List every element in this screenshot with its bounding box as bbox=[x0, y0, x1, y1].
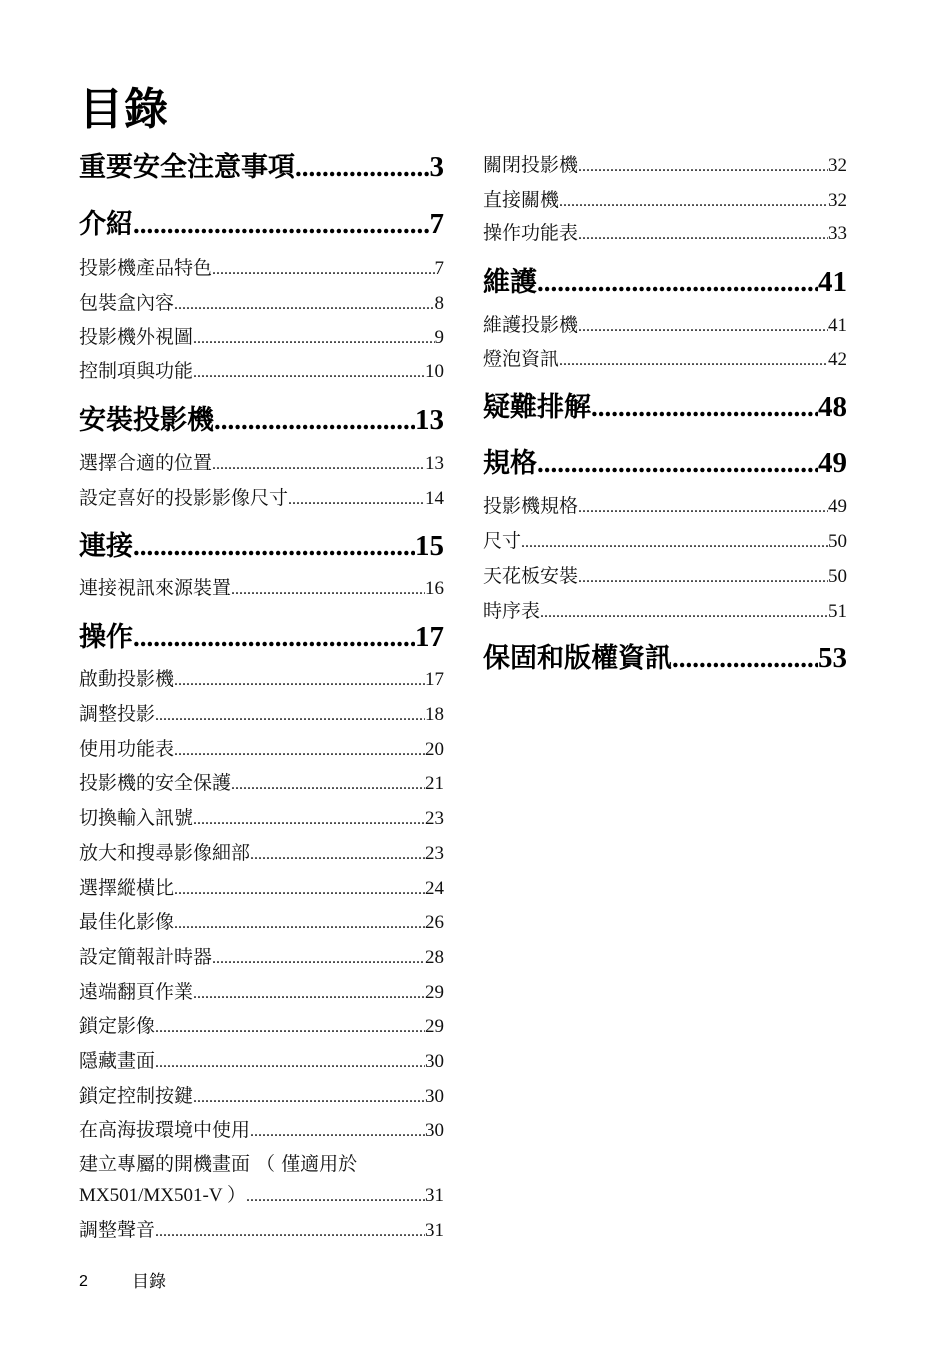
toc-page-number: 31 bbox=[425, 1185, 444, 1206]
dot-leader bbox=[133, 207, 430, 241]
dot-leader bbox=[193, 327, 434, 351]
toc-section-installation[interactable] bbox=[79, 403, 444, 438]
toc-page-number: 18 bbox=[425, 704, 444, 725]
toc-page-number: 33 bbox=[828, 223, 847, 244]
dot-leader bbox=[559, 349, 828, 373]
toc-page-number: 48 bbox=[818, 391, 847, 423]
toc-section-specifications[interactable] bbox=[483, 446, 847, 481]
toc-entry-label: 關閉投影機 bbox=[483, 154, 579, 176]
toc-page-number: 30 bbox=[425, 1051, 444, 1072]
toc-entry-label: 使用功能表 bbox=[79, 738, 175, 760]
toc-entry[interactable] bbox=[483, 599, 847, 625]
dot-leader bbox=[578, 566, 828, 590]
dot-leader bbox=[578, 496, 828, 520]
toc-entry[interactable] bbox=[483, 347, 847, 373]
toc-entry-label: 連接視訊來源裝置 bbox=[79, 577, 232, 599]
toc-entry-label: 控制項與功能 bbox=[79, 360, 194, 382]
toc-page-number: 17 bbox=[415, 621, 444, 653]
dot-leader bbox=[537, 446, 818, 480]
toc-page-number: 31 bbox=[425, 1220, 444, 1241]
toc-entry-label: 隱藏畫面 bbox=[79, 1050, 156, 1072]
toc-section-introduction[interactable] bbox=[79, 207, 444, 242]
toc-page-number: 28 bbox=[425, 947, 444, 968]
toc-page-number: 29 bbox=[425, 1016, 444, 1037]
toc-section-label: 維護 bbox=[483, 267, 537, 298]
toc-entry-label: 操作功能表 bbox=[483, 222, 579, 244]
toc-page-number: 7 bbox=[434, 258, 444, 279]
toc-entry-label: 選擇縱橫比 bbox=[79, 877, 175, 899]
dot-leader bbox=[231, 773, 425, 797]
dot-leader bbox=[193, 361, 425, 385]
toc-page-number: 10 bbox=[425, 361, 444, 382]
dot-leader bbox=[155, 1051, 425, 1075]
dot-leader bbox=[155, 704, 425, 728]
footer-section-label: 目錄 bbox=[132, 1272, 166, 1292]
dot-leader bbox=[212, 947, 425, 971]
toc-entry[interactable] bbox=[79, 702, 444, 728]
toc-page-number: 49 bbox=[818, 447, 847, 479]
toc-entry[interactable] bbox=[483, 153, 847, 179]
toc-page-number: 26 bbox=[425, 912, 444, 933]
toc-page-number: 3 bbox=[429, 151, 444, 183]
toc-entry[interactable] bbox=[79, 771, 444, 797]
footer-page-number: 2 bbox=[79, 1273, 88, 1290]
dot-leader bbox=[578, 315, 828, 339]
toc-entry-label: 包裝盒內容 bbox=[79, 292, 175, 314]
toc-section-maintenance[interactable] bbox=[483, 265, 847, 300]
toc-entry-label: 投影機的安全保護 bbox=[79, 772, 232, 794]
toc-entry-label: 鎖定控制按鍵 bbox=[79, 1085, 194, 1107]
dot-leader bbox=[214, 403, 415, 437]
toc-section-label: 保固和版權資訊 bbox=[483, 643, 672, 674]
toc-entry[interactable] bbox=[483, 564, 847, 590]
toc-page-number: 16 bbox=[425, 578, 444, 599]
toc-entry[interactable] bbox=[79, 806, 444, 832]
dot-leader bbox=[559, 190, 828, 214]
dot-leader bbox=[174, 739, 425, 763]
toc-section-label: 連接 bbox=[79, 531, 133, 562]
dot-leader bbox=[174, 669, 425, 693]
toc-entry-label: 燈泡資訊 bbox=[483, 348, 560, 370]
dot-leader bbox=[246, 1185, 425, 1209]
dot-leader bbox=[193, 982, 425, 1006]
toc-page-number: 50 bbox=[828, 566, 847, 587]
dot-leader bbox=[193, 808, 425, 832]
toc-page-number: 23 bbox=[425, 843, 444, 864]
toc-page-number: 24 bbox=[425, 878, 444, 899]
dot-leader bbox=[133, 620, 415, 654]
toc-page-number: 13 bbox=[425, 453, 444, 474]
toc-entry-label: 選擇合適的位置 bbox=[79, 452, 213, 474]
dot-leader bbox=[537, 265, 818, 299]
dot-leader bbox=[578, 155, 828, 179]
toc-page-number: 13 bbox=[415, 404, 444, 436]
toc-entry[interactable] bbox=[483, 529, 847, 555]
toc-entry-label: 調整聲音 bbox=[79, 1219, 156, 1241]
toc-entry[interactable] bbox=[79, 980, 444, 1006]
toc-entry-label: 放大和搜尋影像細部 bbox=[79, 842, 251, 864]
dot-leader bbox=[540, 601, 828, 625]
toc-entry[interactable] bbox=[79, 291, 444, 317]
toc-entry[interactable] bbox=[79, 1084, 444, 1110]
toc-page-number: 53 bbox=[818, 642, 847, 674]
toc-entry[interactable] bbox=[483, 313, 847, 339]
toc-page-number: 41 bbox=[828, 315, 847, 336]
toc-page-number: 30 bbox=[425, 1086, 444, 1107]
toc-page-number: 32 bbox=[828, 155, 847, 176]
dot-leader bbox=[578, 223, 828, 247]
toc-entry-label: 最佳化影像 bbox=[79, 911, 175, 933]
toc-entry[interactable] bbox=[79, 1014, 444, 1040]
toc-entry[interactable] bbox=[79, 1118, 444, 1144]
toc-page-number: 30 bbox=[425, 1120, 444, 1141]
toc-entry[interactable] bbox=[483, 221, 847, 247]
toc-entry[interactable] bbox=[79, 876, 444, 902]
toc-entry-label: 在高海拔環境中使用 bbox=[79, 1119, 251, 1141]
dot-leader bbox=[212, 453, 425, 477]
toc-entry[interactable] bbox=[483, 494, 847, 520]
toc-entry-label: 調整投影 bbox=[79, 703, 156, 725]
toc-section-warranty[interactable] bbox=[483, 641, 847, 676]
dot-leader bbox=[212, 258, 434, 282]
toc-entry[interactable] bbox=[79, 256, 444, 282]
toc-page-number: 23 bbox=[425, 808, 444, 829]
toc-page-number: 50 bbox=[828, 531, 847, 552]
toc-entry-label-line2: MX501/MX501-V ） bbox=[79, 1185, 246, 1206]
toc-entry-label: 時序表 bbox=[483, 600, 541, 622]
toc-entry[interactable] bbox=[79, 1184, 444, 1209]
toc-entry-label: 天花板安裝 bbox=[483, 565, 579, 587]
toc-page-number: 8 bbox=[434, 293, 444, 314]
toc-entry[interactable] bbox=[483, 188, 847, 214]
dot-leader bbox=[174, 293, 434, 317]
toc-page-number: 15 bbox=[415, 530, 444, 562]
toc-entry-label: 鎖定影像 bbox=[79, 1015, 156, 1037]
toc-entry[interactable] bbox=[79, 359, 444, 385]
toc-entry-label-line1[interactable]: 建立專屬的開機畫面 （ 僅適用於 bbox=[79, 1153, 358, 1175]
toc-entry[interactable] bbox=[79, 576, 444, 602]
toc-page-number: 7 bbox=[429, 208, 444, 240]
dot-leader bbox=[155, 1016, 425, 1040]
toc-page-number: 29 bbox=[425, 982, 444, 1003]
dot-leader bbox=[672, 641, 818, 675]
toc-entry-label: 設定簡報計時器 bbox=[79, 946, 213, 968]
dot-leader bbox=[174, 912, 425, 936]
dot-leader bbox=[155, 1220, 425, 1244]
dot-leader bbox=[250, 843, 425, 867]
toc-section-label: 介紹 bbox=[79, 209, 133, 240]
toc-page-number: 9 bbox=[434, 327, 444, 348]
toc-page-number: 17 bbox=[425, 669, 444, 690]
dot-leader bbox=[591, 390, 818, 424]
toc-section-connection[interactable] bbox=[79, 529, 444, 564]
toc-page-number: 51 bbox=[828, 601, 847, 622]
toc-entry[interactable] bbox=[79, 486, 444, 512]
toc-entry-label: 維護投影機 bbox=[483, 314, 579, 336]
dot-leader bbox=[288, 488, 425, 512]
toc-section-label: 規格 bbox=[483, 448, 537, 479]
page-title: 目錄 bbox=[79, 84, 169, 135]
dot-leader bbox=[521, 531, 828, 555]
toc-entry[interactable] bbox=[79, 1049, 444, 1075]
toc-entry[interactable] bbox=[79, 737, 444, 763]
toc-page-number: 21 bbox=[425, 773, 444, 794]
toc-entry[interactable] bbox=[79, 1218, 444, 1244]
toc-section-label: 重要安全注意事項 bbox=[79, 152, 295, 183]
toc-section-troubleshooting[interactable] bbox=[483, 390, 847, 425]
toc-entry[interactable] bbox=[79, 841, 444, 867]
dot-leader bbox=[231, 578, 425, 602]
dot-leader bbox=[174, 878, 425, 902]
dot-leader bbox=[295, 150, 430, 184]
toc-page-number: 14 bbox=[425, 488, 444, 509]
toc-entry-label: 投影機產品特色 bbox=[79, 257, 213, 279]
toc-entry-label: 直接關機 bbox=[483, 189, 560, 211]
toc-section-label: 操作 bbox=[79, 622, 133, 653]
toc-entry-label: 投影機外視圖 bbox=[79, 326, 194, 348]
toc-entry-label: 設定喜好的投影影像尺寸 bbox=[79, 487, 289, 509]
toc-section-label: 安裝投影機 bbox=[79, 405, 214, 436]
dot-leader bbox=[133, 529, 415, 563]
toc-entry-label: 切換輸入訊號 bbox=[79, 807, 194, 829]
toc-entry-label: 啟動投影機 bbox=[79, 668, 175, 690]
toc-page-number: 41 bbox=[818, 266, 847, 298]
toc-section-operation[interactable] bbox=[79, 620, 444, 655]
toc-section-label: 疑難排解 bbox=[483, 392, 591, 423]
toc-entry[interactable] bbox=[79, 945, 444, 971]
toc-page-number: 49 bbox=[828, 496, 847, 517]
toc-entry[interactable] bbox=[79, 451, 444, 477]
toc-entry-label: 尺寸 bbox=[483, 530, 522, 552]
toc-page-number: 42 bbox=[828, 349, 847, 370]
toc-entry[interactable] bbox=[79, 325, 444, 351]
toc-entry[interactable] bbox=[79, 910, 444, 936]
toc-entry[interactable] bbox=[79, 667, 444, 693]
dot-leader bbox=[193, 1086, 425, 1110]
dot-leader bbox=[250, 1120, 425, 1144]
toc-section-safety[interactable] bbox=[79, 150, 444, 185]
toc-entry-label: 遠端翻頁作業 bbox=[79, 981, 194, 1003]
toc-page-number: 32 bbox=[828, 190, 847, 211]
toc-entry-label: 投影機規格 bbox=[483, 495, 579, 517]
toc-page-number: 20 bbox=[425, 739, 444, 760]
